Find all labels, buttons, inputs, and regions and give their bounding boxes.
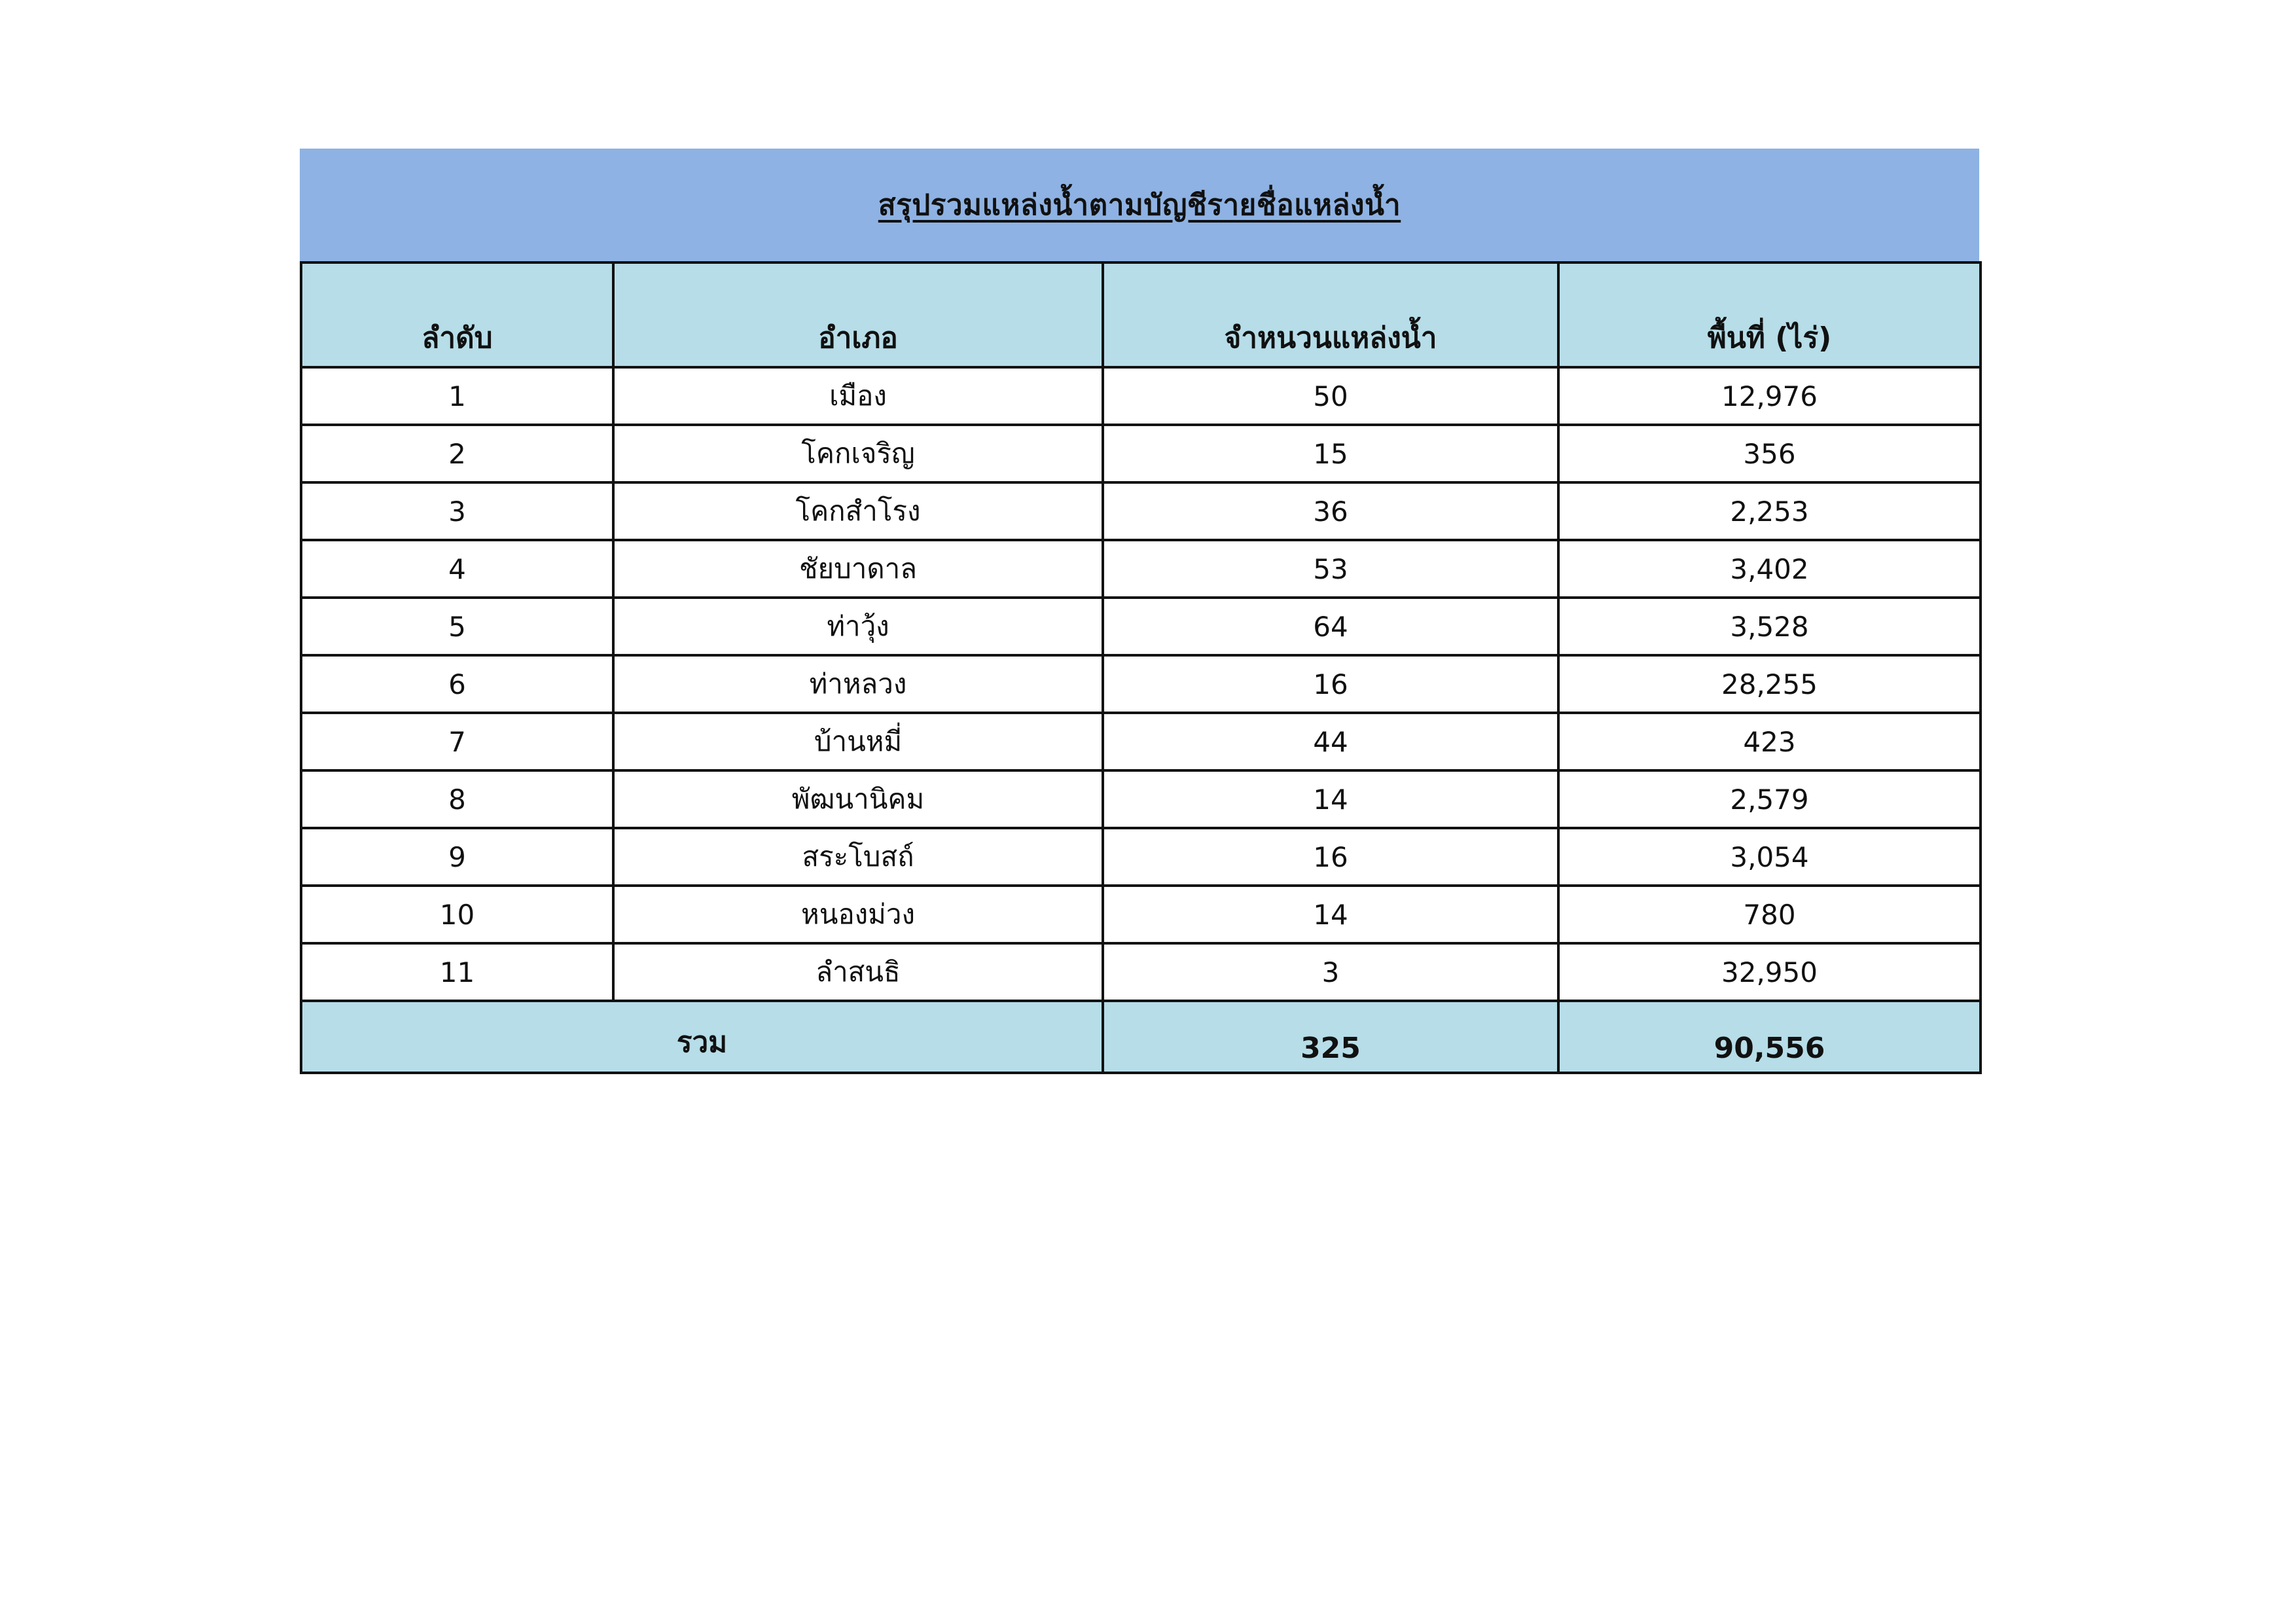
cell-count: 16 [1103,828,1558,886]
cell-district: ชัยบาดาล [613,540,1103,598]
water-source-table [300,261,1982,1074]
cell-order: 2 [301,425,613,482]
cell-count: 14 [1103,770,1558,828]
cell-area: 3,528 [1558,598,1981,655]
cell-area: 3,402 [1558,540,1981,598]
cell-area: 3,054 [1558,828,1981,886]
table-row [301,886,1981,943]
table-row [301,482,1981,540]
table-row [301,540,1981,598]
cell-count: 64 [1103,598,1558,655]
cell-area: 32,950 [1558,943,1981,1001]
cell-district: บ้านหมี่ [613,713,1103,770]
total-count: 325 [1103,1001,1558,1073]
cell-area: 780 [1558,886,1981,943]
page-title: สรุปรวมแหล่งน้ำตามบัญชีรายชื่อแหล่งน้ำ [878,189,1401,222]
table-row [301,828,1981,886]
cell-district: โคกสำโรง [613,482,1103,540]
cell-district: หนองม่วง [613,886,1103,943]
table-row [301,770,1981,828]
cell-area: 2,579 [1558,770,1981,828]
cell-order: 1 [301,367,613,425]
cell-area: 12,976 [1558,367,1981,425]
cell-order: 8 [301,770,613,828]
cell-order: 7 [301,713,613,770]
cell-area: 423 [1558,713,1981,770]
total-label: รวม [301,1001,1103,1073]
cell-area: 356 [1558,425,1981,482]
cell-count: 3 [1103,943,1558,1001]
total-area: 90,556 [1558,1001,1981,1073]
cell-count: 50 [1103,367,1558,425]
cell-count: 53 [1103,540,1558,598]
cell-district: พัฒนานิคม [613,770,1103,828]
cell-order: 9 [301,828,613,886]
cell-count: 16 [1103,655,1558,713]
cell-order: 4 [301,540,613,598]
cell-count: 44 [1103,713,1558,770]
cell-order: 10 [301,886,613,943]
cell-district: เมือง [613,367,1103,425]
title-band [300,149,1979,261]
table-row [301,367,1981,425]
cell-count: 36 [1103,482,1558,540]
header-row [301,262,1981,367]
column-header-district: อำเภอ [613,262,1103,367]
cell-district: ท่าหลวง [613,655,1103,713]
cell-district: สระโบสถ์ [613,828,1103,886]
column-header-order: ลำดับ [301,262,613,367]
cell-order: 6 [301,655,613,713]
cell-count: 14 [1103,886,1558,943]
cell-order: 11 [301,943,613,1001]
table-row [301,713,1981,770]
cell-district: โคกเจริญ [613,425,1103,482]
column-header-area: พื้นที่ (ไร่) [1558,262,1981,367]
cell-district: ลำสนธิ [613,943,1103,1001]
table-row [301,425,1981,482]
cell-area: 28,255 [1558,655,1981,713]
cell-order: 3 [301,482,613,540]
column-header-count: จำหนวนแหล่งน้ำ [1103,262,1558,367]
cell-area: 2,253 [1558,482,1981,540]
total-row [301,1001,1981,1073]
table-row [301,598,1981,655]
summary-sheet [300,149,1979,1074]
cell-order: 5 [301,598,613,655]
table-row [301,655,1981,713]
cell-count: 15 [1103,425,1558,482]
cell-district: ท่าวุ้ง [613,598,1103,655]
table-row [301,943,1981,1001]
